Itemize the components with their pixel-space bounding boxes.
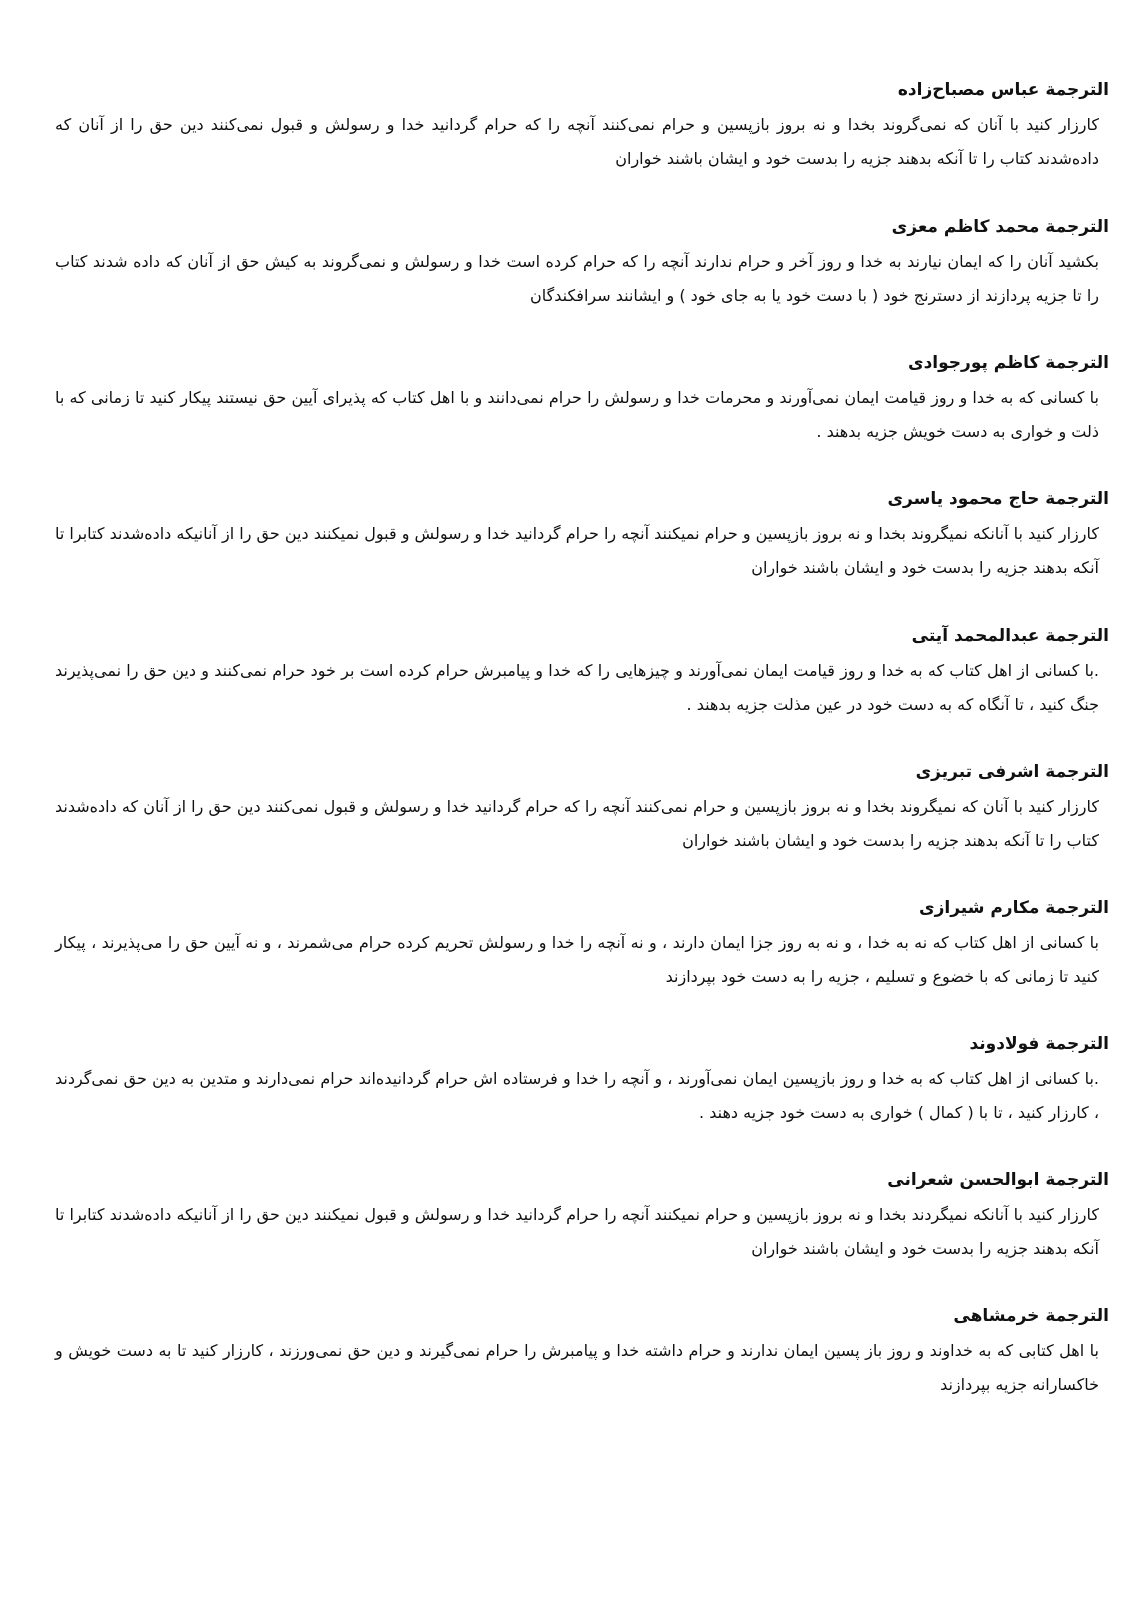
translation-section (55, 896, 1109, 994)
translation-title: الترجمة عبدالمحمد آیتی (911, 626, 1109, 646)
translation-text: کارزار کنید با آنانکه نمیگردند بخدا و نه بروز بازپسین و حرام نمیکنند آنچه را حرام گردانید خدا و رسولش و قبول نمیکنند دین حق را از آنانیکه داده‌شدند کتابرا تا آنکه بدهند جزیه را بدست خود و ایشان باشند خواران (55, 1205, 1099, 1258)
translation-text: کارزار کنید با آنان که نمی‌گروند بخدا و نه بروز بازپسین و حرام نمی‌کنند آنچه را که حرام گردانید خدا و رسولش و قبول نمی‌کنند دین حق را از آنان که داده‌شدند کتاب را تا آنکه بدهند جزیه را بدست خود و ایشان باشند خواران (55, 115, 1099, 168)
translation-text: .با کسانی از اهل کتاب که به خدا و روز بازپسین ایمان نمی‌آورند ، و آنچه را خدا و فرستاده اش حرام گردانیده‌اند حرام نمی‌دارند و متدین به دین حق نمی‌گردند ، کارزار کنید ، تا با ( کمال ) خواری به دست خود جزیه دهند . (55, 1069, 1099, 1122)
translation-section (55, 215, 1109, 313)
translation-title: الترجمة خرمشاهی (953, 1306, 1109, 1326)
translation-text: با اهل کتابی که به خداوند و روز باز پسین ایمان ندارند و حرام داشته خدا و پیامبرش را حرام نمی‌گیرند و دین حق نمی‌ورزند ، کارزار کنید تا به دست خویش و خاکسارانه جزیه بپردازند (55, 1341, 1099, 1394)
translation-title: الترجمة اشرفی تبریزی (915, 762, 1109, 782)
translation-text: کارزار کنید با آنان که نمیگروند بخدا و نه بروز بازپسین و حرام نمی‌کنند آنچه را که حرام گردانید خدا و رسولش و قبول نمی‌کنند دین حق را از آنان که داده‌شدند کتاب را تا آنکه بدهند جزیه را بدست خود و ایشان باشند خواران (55, 797, 1099, 850)
translation-section (55, 1168, 1109, 1266)
translation-text: با کسانی از اهل کتاب که نه به خدا ، و نه به روز جزا ایمان دارند ، و نه آنچه را خدا و رسولش تحریم کرده حرام می‌شمرند ، و نه آیین حق را می‌پذیرند ، پیکار کنید تا زمانی که با خضوع و تسلیم ، جزیه را به دست خود بپردازند (55, 933, 1099, 986)
translation-text: با کسانی که به خدا و روز قیامت ایمان نمی‌آورند و محرمات خدا و رسولش را حرام نمی‌دانند و با اهل کتاب که پذیرای آیین حق نیستند پیکار کنید تا زمانی که با ذلت و خواری به دست خویش جزیه بدهند . (55, 388, 1099, 441)
translation-title: الترجمة مکارم شیرازی (919, 898, 1109, 918)
translation-section (55, 1032, 1109, 1130)
translation-text: .با کسانی از اهل کتاب که به خدا و روز قیامت ایمان نمی‌آورند و چیزهایی را که خدا و پیامبرش حرام کرده است بر خود حرام نمی‌کنند و دین حق را نمی‌پذیرند جنگ کنید ، تا آنگاه که به دست خود در عین مذلت جزیه بدهند . (55, 661, 1099, 714)
translation-section (55, 624, 1109, 722)
translation-section (55, 487, 1109, 585)
translation-title: الترجمة حاج محمود یاسری (887, 489, 1109, 509)
translation-text: کارزار کنید با آنانکه نمیگروند بخدا و نه بروز بازپسین و حرام نمیکنند آنچه را حرام گردانید خدا و رسولش و قبول نمیکنند دین حق را از آنانیکه داده‌شدند کتابرا تا آنکه بدهند جزیه را بدست خود و ایشان باشند خواران (55, 524, 1099, 577)
translation-section (55, 78, 1109, 176)
translation-section (55, 1304, 1109, 1402)
translation-title: الترجمة ابوالحسن شعرانی (887, 1170, 1109, 1190)
translation-section (55, 760, 1109, 858)
translation-title: الترجمة عباس مصباح‌زاده (897, 80, 1109, 100)
translation-text: بکشید آنان را که ایمان نیارند به خدا و روز آخر و حرام ندارند آنچه را که حرام کرده است خدا و رسولش و نمی‌گروند به کیش حق از آنان که داده شدند کتاب را تا جزیه پردازند از دسترنج خود ( با دست خود یا به جای خود ) و ایشانند سرافکندگان (55, 252, 1099, 305)
translation-section (55, 351, 1109, 449)
translation-title: الترجمة فولادوند (969, 1034, 1109, 1054)
translation-title: الترجمة محمد کاظم معزی (891, 217, 1109, 237)
translation-title: الترجمة کاظم پورجوادی (907, 353, 1109, 373)
